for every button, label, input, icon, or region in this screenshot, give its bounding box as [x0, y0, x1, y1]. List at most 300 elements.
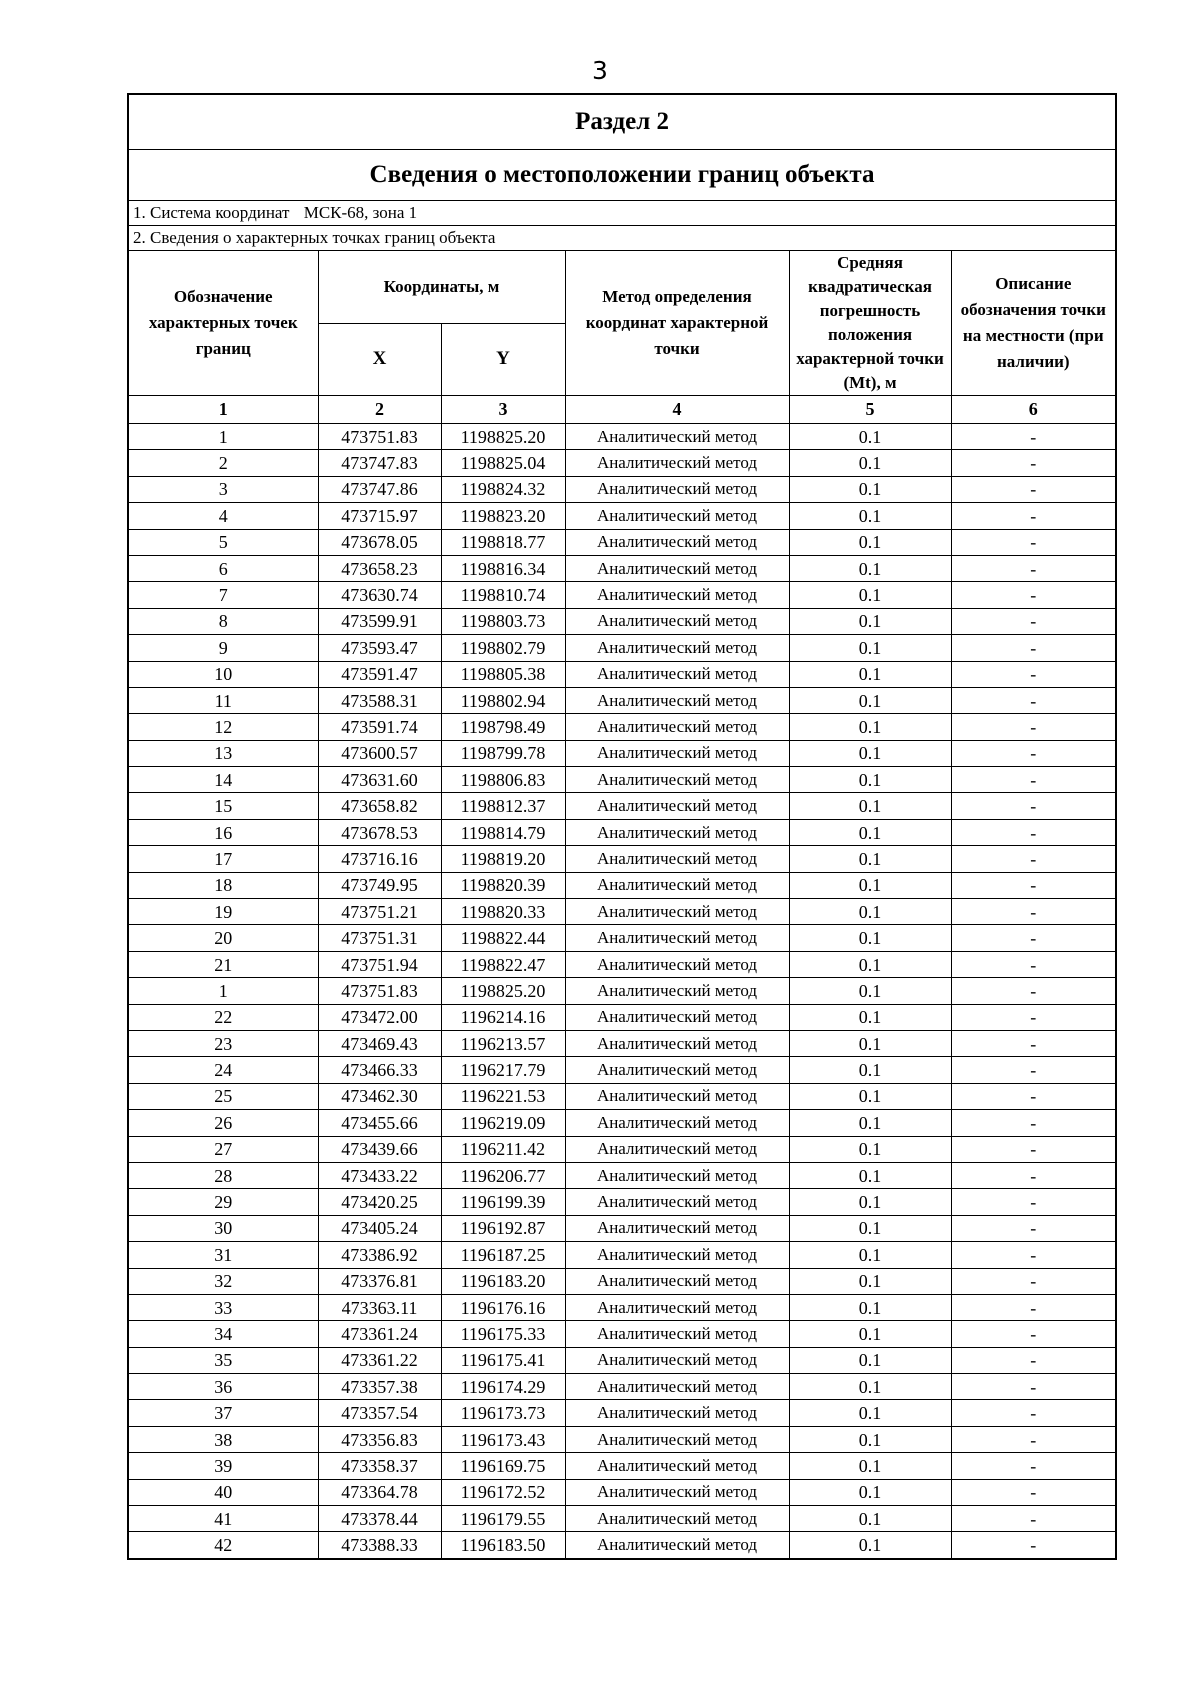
- table-row: [128, 424, 1116, 450]
- table-row: [128, 793, 1116, 819]
- coord-x-cell: 473749.95: [318, 872, 441, 898]
- table-row: [128, 555, 1116, 581]
- coordinate-system-row: [128, 201, 1116, 226]
- coord-x-cell: 473751.83: [318, 424, 441, 450]
- method-cell: Аналитический метод: [565, 740, 789, 766]
- mean-error-cell: 0.1: [789, 899, 951, 925]
- point-designation-cell: 40: [128, 1479, 318, 1505]
- coord-y-cell: 1196172.52: [441, 1479, 565, 1505]
- coord-y-cell: 1198814.79: [441, 819, 565, 845]
- method-cell: Аналитический метод: [565, 1294, 789, 1320]
- method-cell: Аналитический метод: [565, 951, 789, 977]
- description-cell: -: [951, 1136, 1116, 1162]
- coord-y-cell: 1198822.47: [441, 951, 565, 977]
- coord-x-cell: 473386.92: [318, 1242, 441, 1268]
- point-designation-cell: 36: [128, 1374, 318, 1400]
- mean-error-cell: 0.1: [789, 608, 951, 634]
- coord-x-cell: 473715.97: [318, 503, 441, 529]
- coord-y-cell: 1198799.78: [441, 740, 565, 766]
- coord-y-cell: 1196192.87: [441, 1215, 565, 1241]
- table-row: [128, 450, 1116, 476]
- point-designation-cell: 34: [128, 1321, 318, 1347]
- header-coordinates: Координаты, м: [318, 251, 565, 324]
- coord-y-cell: 1198816.34: [441, 555, 565, 581]
- point-designation-cell: 14: [128, 767, 318, 793]
- description-cell: -: [951, 1215, 1116, 1241]
- coord-y-cell: 1198806.83: [441, 767, 565, 793]
- coord-y-cell: 1198822.44: [441, 925, 565, 951]
- method-cell: Аналитический метод: [565, 1004, 789, 1030]
- table-row: [128, 582, 1116, 608]
- table-row: [128, 846, 1116, 872]
- mean-error-cell: 0.1: [789, 1294, 951, 1320]
- coord-y-cell: 1198798.49: [441, 714, 565, 740]
- point-designation-cell: 7: [128, 582, 318, 608]
- table-row: [128, 1453, 1116, 1479]
- point-designation-cell: 22: [128, 1004, 318, 1030]
- method-cell: Аналитический метод: [565, 1083, 789, 1109]
- description-cell: -: [951, 1321, 1116, 1347]
- method-cell: Аналитический метод: [565, 714, 789, 740]
- table-row: [128, 1506, 1116, 1532]
- coord-y-cell: 1198823.20: [441, 503, 565, 529]
- coord-x-cell: 473364.78: [318, 1479, 441, 1505]
- point-designation-cell: 15: [128, 793, 318, 819]
- mean-error-cell: 0.1: [789, 1426, 951, 1452]
- coord-y-cell: 1196179.55: [441, 1506, 565, 1532]
- coord-y-cell: 1196217.79: [441, 1057, 565, 1083]
- coord-x-cell: 473630.74: [318, 582, 441, 608]
- method-cell: Аналитический метод: [565, 476, 789, 502]
- coord-y-cell: 1196206.77: [441, 1162, 565, 1188]
- points-caption: 2. Сведения о характерных точках границ объекта: [128, 226, 1116, 251]
- coord-x-cell: 473751.31: [318, 925, 441, 951]
- coord-y-cell: 1196176.16: [441, 1294, 565, 1320]
- table-row: [128, 767, 1116, 793]
- mean-error-cell: 0.1: [789, 1400, 951, 1426]
- point-designation-cell: 17: [128, 846, 318, 872]
- method-cell: Аналитический метод: [565, 1453, 789, 1479]
- coord-y-cell: 1196199.39: [441, 1189, 565, 1215]
- mean-error-cell: 0.1: [789, 1268, 951, 1294]
- point-designation-cell: 10: [128, 661, 318, 687]
- table-row: [128, 1532, 1116, 1559]
- coord-y-cell: 1196173.43: [441, 1426, 565, 1452]
- coord-x-cell: 473658.23: [318, 555, 441, 581]
- coord-x-cell: 473469.43: [318, 1030, 441, 1056]
- description-cell: -: [951, 1506, 1116, 1532]
- method-cell: Аналитический метод: [565, 899, 789, 925]
- description-cell: -: [951, 1400, 1116, 1426]
- description-cell: -: [951, 714, 1116, 740]
- mean-error-cell: 0.1: [789, 1083, 951, 1109]
- coord-x-cell: 473405.24: [318, 1215, 441, 1241]
- coord-x-cell: 473356.83: [318, 1426, 441, 1452]
- point-designation-cell: 29: [128, 1189, 318, 1215]
- method-cell: Аналитический метод: [565, 450, 789, 476]
- table-row: [128, 1189, 1116, 1215]
- description-cell: -: [951, 635, 1116, 661]
- column-number: 3: [441, 396, 565, 424]
- table-row: [128, 1479, 1116, 1505]
- coord-x-cell: 473376.81: [318, 1268, 441, 1294]
- column-number: 4: [565, 396, 789, 424]
- mean-error-cell: 0.1: [789, 1057, 951, 1083]
- point-designation-cell: 42: [128, 1532, 318, 1559]
- description-cell: -: [951, 661, 1116, 687]
- coord-x-cell: 473363.11: [318, 1294, 441, 1320]
- coord-y-cell: 1196174.29: [441, 1374, 565, 1400]
- point-designation-cell: 28: [128, 1162, 318, 1188]
- table-row: [128, 819, 1116, 845]
- coord-y-cell: 1198802.94: [441, 687, 565, 713]
- column-number: 1: [128, 396, 318, 424]
- point-designation-cell: 4: [128, 503, 318, 529]
- page-number: 3: [592, 56, 608, 85]
- description-cell: -: [951, 450, 1116, 476]
- coord-x-cell: 473420.25: [318, 1189, 441, 1215]
- method-cell: Аналитический метод: [565, 872, 789, 898]
- description-cell: -: [951, 1242, 1116, 1268]
- mean-error-cell: 0.1: [789, 978, 951, 1004]
- coord-y-cell: 1198805.38: [441, 661, 565, 687]
- point-designation-cell: 32: [128, 1268, 318, 1294]
- mean-error-cell: 0.1: [789, 476, 951, 502]
- point-designation-cell: 26: [128, 1110, 318, 1136]
- table-row: [128, 635, 1116, 661]
- mean-error-cell: 0.1: [789, 872, 951, 898]
- coord-y-cell: 1196213.57: [441, 1030, 565, 1056]
- coord-x-cell: 473631.60: [318, 767, 441, 793]
- point-designation-cell: 6: [128, 555, 318, 581]
- coord-y-cell: 1196175.33: [441, 1321, 565, 1347]
- table-row: [128, 503, 1116, 529]
- table-row: [128, 661, 1116, 687]
- table-row: [128, 1321, 1116, 1347]
- coord-y-cell: 1196221.53: [441, 1083, 565, 1109]
- method-cell: Аналитический метод: [565, 424, 789, 450]
- mean-error-cell: 0.1: [789, 951, 951, 977]
- method-cell: Аналитический метод: [565, 1162, 789, 1188]
- point-designation-cell: 35: [128, 1347, 318, 1373]
- coord-y-cell: 1196173.73: [441, 1400, 565, 1426]
- description-cell: -: [951, 978, 1116, 1004]
- mean-error-cell: 0.1: [789, 1189, 951, 1215]
- mean-error-cell: 0.1: [789, 424, 951, 450]
- method-cell: Аналитический метод: [565, 1506, 789, 1532]
- header-y: Y: [441, 323, 565, 396]
- table-row: [128, 1057, 1116, 1083]
- method-cell: Аналитический метод: [565, 1030, 789, 1056]
- point-designation-cell: 1: [128, 424, 318, 450]
- coord-x-cell: 473751.83: [318, 978, 441, 1004]
- coord-y-cell: 1198820.33: [441, 899, 565, 925]
- method-cell: Аналитический метод: [565, 1347, 789, 1373]
- point-designation-cell: 8: [128, 608, 318, 634]
- point-designation-cell: 11: [128, 687, 318, 713]
- table-row: [128, 925, 1116, 951]
- description-cell: -: [951, 529, 1116, 555]
- coord-y-cell: 1196175.41: [441, 1347, 565, 1373]
- coord-x-cell: 473751.94: [318, 951, 441, 977]
- method-cell: Аналитический метод: [565, 582, 789, 608]
- table-row: [128, 978, 1116, 1004]
- point-designation-cell: 18: [128, 872, 318, 898]
- coord-x-cell: 473462.30: [318, 1083, 441, 1109]
- description-cell: -: [951, 1083, 1116, 1109]
- boundary-points-table: [127, 93, 1117, 1560]
- description-cell: -: [951, 582, 1116, 608]
- description-cell: -: [951, 872, 1116, 898]
- coord-x-cell: 473588.31: [318, 687, 441, 713]
- coord-y-cell: 1196183.50: [441, 1532, 565, 1559]
- description-cell: -: [951, 1426, 1116, 1452]
- point-designation-cell: 21: [128, 951, 318, 977]
- table-row: [128, 1004, 1116, 1030]
- coordinate-system-label: 1. Система координат: [133, 203, 290, 222]
- mean-error-cell: 0.1: [789, 1242, 951, 1268]
- description-cell: -: [951, 740, 1116, 766]
- table-row: [128, 1374, 1116, 1400]
- mean-error-cell: 0.1: [789, 1215, 951, 1241]
- point-designation-cell: 12: [128, 714, 318, 740]
- mean-error-cell: 0.1: [789, 635, 951, 661]
- point-designation-cell: 5: [128, 529, 318, 555]
- description-cell: -: [951, 555, 1116, 581]
- mean-error-cell: 0.1: [789, 740, 951, 766]
- column-number: 2: [318, 396, 441, 424]
- coord-y-cell: 1196183.20: [441, 1268, 565, 1294]
- point-designation-cell: 19: [128, 899, 318, 925]
- description-cell: -: [951, 767, 1116, 793]
- mean-error-cell: 0.1: [789, 1374, 951, 1400]
- point-designation-cell: 39: [128, 1453, 318, 1479]
- coordinate-system-value: МСК-68, зона 1: [303, 203, 418, 222]
- mean-error-cell: 0.1: [789, 714, 951, 740]
- coord-x-cell: 473678.53: [318, 819, 441, 845]
- header-mean-error: Средняя квадратическая погрешность положения характерной точки (Mt), м: [789, 251, 951, 396]
- mean-error-cell: 0.1: [789, 1532, 951, 1559]
- mean-error-cell: 0.1: [789, 1110, 951, 1136]
- coord-x-cell: 473751.21: [318, 899, 441, 925]
- coord-y-cell: 1198803.73: [441, 608, 565, 634]
- method-cell: Аналитический метод: [565, 1189, 789, 1215]
- mean-error-cell: 0.1: [789, 1136, 951, 1162]
- coord-x-cell: 473388.33: [318, 1532, 441, 1559]
- coord-x-cell: 473472.00: [318, 1004, 441, 1030]
- method-cell: Аналитический метод: [565, 1321, 789, 1347]
- method-cell: Аналитический метод: [565, 1136, 789, 1162]
- coord-y-cell: 1198810.74: [441, 582, 565, 608]
- description-cell: -: [951, 1479, 1116, 1505]
- mean-error-cell: 0.1: [789, 529, 951, 555]
- coord-x-cell: 473747.86: [318, 476, 441, 502]
- point-designation-cell: 13: [128, 740, 318, 766]
- point-designation-cell: 37: [128, 1400, 318, 1426]
- table-row: [128, 1215, 1116, 1241]
- table-row: [128, 714, 1116, 740]
- mean-error-cell: 0.1: [789, 793, 951, 819]
- description-cell: -: [951, 1347, 1116, 1373]
- table-row: [128, 899, 1116, 925]
- table-row: [128, 1030, 1116, 1056]
- coord-x-cell: 473747.83: [318, 450, 441, 476]
- column-number: 5: [789, 396, 951, 424]
- coord-y-cell: 1198824.32: [441, 476, 565, 502]
- method-cell: Аналитический метод: [565, 1479, 789, 1505]
- table-row: [128, 872, 1116, 898]
- method-cell: Аналитический метод: [565, 635, 789, 661]
- method-cell: Аналитический метод: [565, 1242, 789, 1268]
- description-cell: -: [951, 503, 1116, 529]
- table-row: [128, 687, 1116, 713]
- point-designation-cell: 3: [128, 476, 318, 502]
- coord-x-cell: 473593.47: [318, 635, 441, 661]
- description-cell: -: [951, 424, 1116, 450]
- point-designation-cell: 41: [128, 1506, 318, 1532]
- method-cell: Аналитический метод: [565, 1532, 789, 1559]
- point-designation-cell: 27: [128, 1136, 318, 1162]
- description-cell: -: [951, 793, 1116, 819]
- coord-x-cell: 473600.57: [318, 740, 441, 766]
- description-cell: -: [951, 476, 1116, 502]
- mean-error-cell: 0.1: [789, 925, 951, 951]
- document-title: Сведения о местоположении границ объекта: [128, 150, 1116, 201]
- method-cell: Аналитический метод: [565, 793, 789, 819]
- method-cell: Аналитический метод: [565, 1110, 789, 1136]
- header-x: X: [318, 323, 441, 396]
- mean-error-cell: 0.1: [789, 555, 951, 581]
- coord-x-cell: 473358.37: [318, 1453, 441, 1479]
- table-row: [128, 1162, 1116, 1188]
- method-cell: Аналитический метод: [565, 1268, 789, 1294]
- method-cell: Аналитический метод: [565, 925, 789, 951]
- method-cell: Аналитический метод: [565, 767, 789, 793]
- method-cell: Аналитический метод: [565, 1400, 789, 1426]
- coord-y-cell: 1196219.09: [441, 1110, 565, 1136]
- coord-x-cell: 473378.44: [318, 1506, 441, 1532]
- method-cell: Аналитический метод: [565, 1426, 789, 1452]
- table-row: [128, 608, 1116, 634]
- point-designation-cell: 33: [128, 1294, 318, 1320]
- table-row: [128, 1294, 1116, 1320]
- method-cell: Аналитический метод: [565, 978, 789, 1004]
- header-method: Метод определения координат характерной точки: [565, 251, 789, 396]
- method-cell: Аналитический метод: [565, 819, 789, 845]
- point-designation-cell: 9: [128, 635, 318, 661]
- mean-error-cell: 0.1: [789, 503, 951, 529]
- coord-x-cell: 473433.22: [318, 1162, 441, 1188]
- mean-error-cell: 0.1: [789, 582, 951, 608]
- point-designation-cell: 25: [128, 1083, 318, 1109]
- coord-x-cell: 473591.74: [318, 714, 441, 740]
- coord-y-cell: 1198825.04: [441, 450, 565, 476]
- point-designation-cell: 31: [128, 1242, 318, 1268]
- coord-x-cell: 473455.66: [318, 1110, 441, 1136]
- table-row: [128, 1083, 1116, 1109]
- method-cell: Аналитический метод: [565, 1374, 789, 1400]
- coord-x-cell: 473658.82: [318, 793, 441, 819]
- method-cell: Аналитический метод: [565, 1215, 789, 1241]
- coord-y-cell: 1198819.20: [441, 846, 565, 872]
- point-designation-cell: 20: [128, 925, 318, 951]
- description-cell: -: [951, 1162, 1116, 1188]
- coord-y-cell: 1198812.37: [441, 793, 565, 819]
- description-cell: -: [951, 1268, 1116, 1294]
- coord-y-cell: 1196187.25: [441, 1242, 565, 1268]
- point-designation-cell: 1: [128, 978, 318, 1004]
- coord-x-cell: 473357.38: [318, 1374, 441, 1400]
- mean-error-cell: 0.1: [789, 661, 951, 687]
- mean-error-cell: 0.1: [789, 819, 951, 845]
- coord-x-cell: 473466.33: [318, 1057, 441, 1083]
- coord-x-cell: 473361.24: [318, 1321, 441, 1347]
- method-cell: Аналитический метод: [565, 555, 789, 581]
- point-designation-cell: 2: [128, 450, 318, 476]
- mean-error-cell: 0.1: [789, 1453, 951, 1479]
- description-cell: -: [951, 687, 1116, 713]
- coord-y-cell: 1198818.77: [441, 529, 565, 555]
- table-row: [128, 1110, 1116, 1136]
- table-row: [128, 951, 1116, 977]
- column-number: 6: [951, 396, 1116, 424]
- description-cell: -: [951, 608, 1116, 634]
- description-cell: -: [951, 899, 1116, 925]
- description-cell: -: [951, 1294, 1116, 1320]
- coord-y-cell: 1198820.39: [441, 872, 565, 898]
- mean-error-cell: 0.1: [789, 1321, 951, 1347]
- coord-y-cell: 1198825.20: [441, 978, 565, 1004]
- mean-error-cell: 0.1: [789, 1506, 951, 1532]
- mean-error-cell: 0.1: [789, 767, 951, 793]
- table-row: [128, 1426, 1116, 1452]
- description-cell: -: [951, 819, 1116, 845]
- point-designation-cell: 23: [128, 1030, 318, 1056]
- mean-error-cell: 0.1: [789, 1479, 951, 1505]
- description-cell: -: [951, 846, 1116, 872]
- description-cell: -: [951, 1057, 1116, 1083]
- table-row: [128, 529, 1116, 555]
- coord-y-cell: 1198802.79: [441, 635, 565, 661]
- mean-error-cell: 0.1: [789, 1347, 951, 1373]
- mean-error-cell: 0.1: [789, 1162, 951, 1188]
- table-row: [128, 740, 1116, 766]
- coord-y-cell: 1196211.42: [441, 1136, 565, 1162]
- description-cell: -: [951, 925, 1116, 951]
- coord-x-cell: 473716.16: [318, 846, 441, 872]
- point-designation-cell: 16: [128, 819, 318, 845]
- description-cell: -: [951, 1030, 1116, 1056]
- coord-x-cell: 473361.22: [318, 1347, 441, 1373]
- mean-error-cell: 0.1: [789, 846, 951, 872]
- coord-y-cell: 1198825.20: [441, 424, 565, 450]
- description-cell: -: [951, 1453, 1116, 1479]
- coord-x-cell: 473678.05: [318, 529, 441, 555]
- method-cell: Аналитический метод: [565, 687, 789, 713]
- method-cell: Аналитический метод: [565, 529, 789, 555]
- header-designation: Обозначение характерных точек границ: [128, 251, 318, 396]
- point-designation-cell: 24: [128, 1057, 318, 1083]
- description-cell: -: [951, 1532, 1116, 1559]
- table-row: [128, 1242, 1116, 1268]
- section-title: Раздел 2: [128, 94, 1116, 150]
- description-cell: -: [951, 1189, 1116, 1215]
- description-cell: -: [951, 1374, 1116, 1400]
- mean-error-cell: 0.1: [789, 1004, 951, 1030]
- description-cell: -: [951, 951, 1116, 977]
- description-cell: -: [951, 1110, 1116, 1136]
- method-cell: Аналитический метод: [565, 1057, 789, 1083]
